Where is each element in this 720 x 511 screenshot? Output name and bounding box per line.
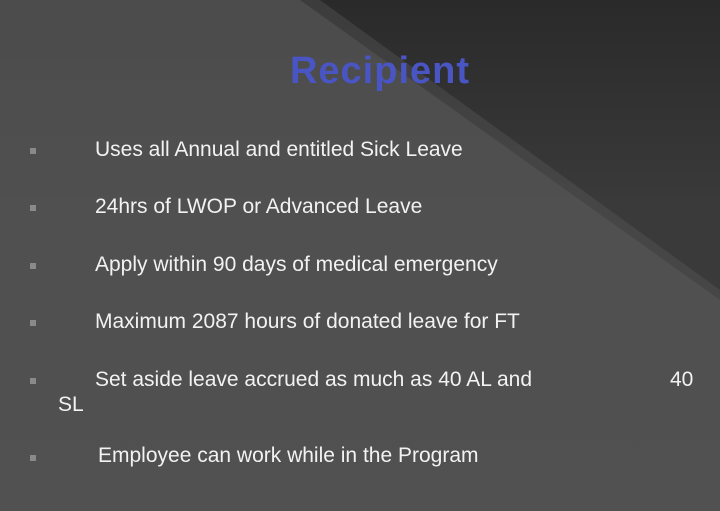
bullet-marker <box>30 205 36 211</box>
bullet-marker <box>30 378 36 384</box>
bullet-marker <box>30 320 36 326</box>
bullet-marker <box>30 455 36 461</box>
bullet-text: Employee can work while in the Program <box>98 444 479 467</box>
bullet-text: Apply within 90 days of medical emergency <box>95 253 498 276</box>
bullet-marker <box>30 263 36 269</box>
bullet-text: Uses all Annual and entitled Sick Leave <box>95 138 463 161</box>
bullet-text: Maximum 2087 hours of donated leave for FT <box>95 310 520 333</box>
bullet-value: 40 <box>670 368 694 391</box>
bullet-marker <box>30 148 36 154</box>
bullet-continuation: SL <box>58 393 84 416</box>
bullet-text: 24hrs of LWOP or Advanced Leave <box>95 195 423 218</box>
bullet-text: Set aside leave accrued as much as 40 AL and <box>95 368 533 391</box>
slide-title: Recipient <box>289 50 471 92</box>
